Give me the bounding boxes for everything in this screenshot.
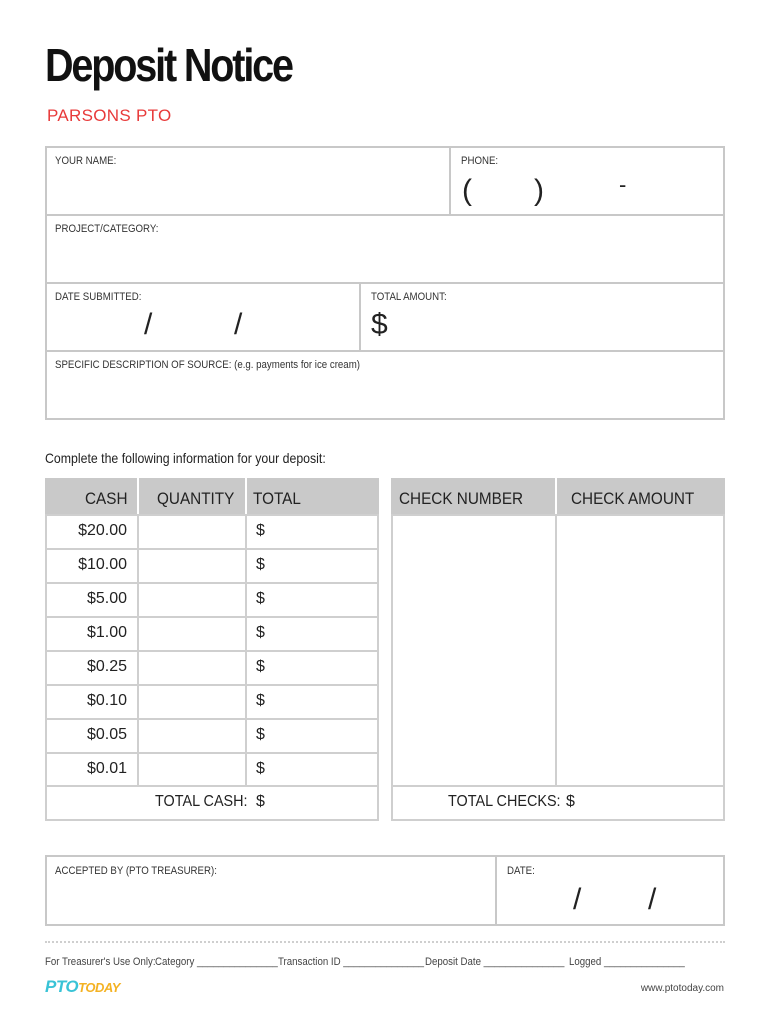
total-cash-dollar: $ bbox=[256, 793, 265, 810]
cash-quantity-cell[interactable] bbox=[137, 718, 247, 754]
phone-field[interactable] bbox=[449, 146, 725, 216]
organization-name: PARSONS PTO bbox=[47, 106, 172, 125]
cash-denomination-cell bbox=[45, 582, 139, 618]
cash-total-cell[interactable] bbox=[245, 718, 379, 754]
phone-dash: - bbox=[619, 172, 627, 197]
divider bbox=[45, 941, 725, 943]
your-name-field[interactable] bbox=[45, 146, 451, 216]
check-amount-header-label: CHECK AMOUNT bbox=[571, 489, 695, 508]
cash-denomination: $5.00 bbox=[86, 590, 127, 607]
cash-denomination: $0.25 bbox=[86, 658, 127, 675]
cash-denomination: $20.00 bbox=[78, 522, 127, 539]
cash-quantity-cell[interactable] bbox=[137, 582, 247, 618]
check-number-header-label: CHECK NUMBER bbox=[399, 489, 524, 508]
total-amount-field[interactable] bbox=[359, 282, 725, 352]
cash-header bbox=[45, 478, 137, 516]
cash-denomination: $10.00 bbox=[78, 556, 127, 573]
cash-denomination-cell bbox=[45, 752, 139, 788]
cash-denomination-cell bbox=[45, 616, 139, 652]
cash-quantity-cell[interactable] bbox=[137, 616, 247, 652]
description-label: SPECIFIC DESCRIPTION OF SOURCE: (e.g. payments for ice cream) bbox=[55, 359, 360, 371]
acceptance-date-field[interactable] bbox=[495, 855, 725, 926]
phone-close-paren: ) bbox=[534, 174, 544, 207]
date-slash-2: / bbox=[234, 308, 243, 341]
cash-quantity-cell[interactable] bbox=[137, 650, 247, 686]
cash-total-cell[interactable] bbox=[245, 684, 379, 720]
cash-total-dollar: $ bbox=[256, 590, 265, 607]
cash-denomination-cell bbox=[45, 718, 139, 754]
logo-part-today: TODAY bbox=[78, 980, 120, 995]
total-checks-dollar: $ bbox=[566, 793, 575, 810]
footer-transaction-id: Transaction ID _______________ bbox=[278, 956, 425, 968]
total-cash-row[interactable] bbox=[45, 785, 379, 821]
check-number-header bbox=[391, 478, 555, 516]
check-amount-column[interactable] bbox=[555, 514, 725, 787]
total-amount-label: TOTAL AMOUNT: bbox=[371, 291, 447, 303]
accepted-by-field[interactable] bbox=[45, 855, 497, 926]
quantity-header bbox=[139, 478, 245, 516]
cash-denomination-cell bbox=[45, 684, 139, 720]
cash-total-dollar: $ bbox=[256, 692, 265, 709]
cash-denomination: $0.10 bbox=[86, 692, 127, 709]
cash-denomination-cell bbox=[45, 650, 139, 686]
page-title: Deposit Notice bbox=[45, 39, 292, 91]
instructions-text: Complete the following information for your deposit: bbox=[45, 450, 326, 466]
your-name-label: YOUR NAME: bbox=[55, 155, 117, 167]
cash-denomination-cell bbox=[45, 548, 139, 584]
cash-total-dollar: $ bbox=[256, 726, 265, 743]
cash-total-dollar: $ bbox=[256, 624, 265, 641]
total-header bbox=[247, 478, 379, 516]
total-amount-dollar: $ bbox=[371, 308, 388, 341]
cash-denomination: $0.05 bbox=[86, 726, 127, 743]
quantity-header-label: QUANTITY bbox=[157, 489, 235, 508]
logo-part-pto: PTO bbox=[45, 977, 79, 996]
cash-denomination: $1.00 bbox=[86, 624, 127, 641]
date-submitted-field[interactable] bbox=[45, 282, 361, 352]
cash-total-cell[interactable] bbox=[245, 548, 379, 584]
cash-total-cell[interactable] bbox=[245, 582, 379, 618]
footer-deposit-date: Deposit Date _______________ bbox=[425, 956, 565, 968]
cash-quantity-cell[interactable] bbox=[137, 548, 247, 584]
project-category-label: PROJECT/CATEGORY: bbox=[55, 223, 159, 235]
footer-category: Category _______________ bbox=[155, 956, 278, 968]
accepted-by-label: ACCEPTED BY (PTO TREASURER): bbox=[55, 865, 217, 877]
total-checks-row[interactable] bbox=[391, 785, 725, 821]
cash-denomination-cell bbox=[45, 514, 139, 550]
website-url: www.ptotoday.com bbox=[640, 983, 724, 994]
cash-total-dollar: $ bbox=[256, 658, 265, 675]
cash-total-cell[interactable] bbox=[245, 514, 379, 550]
phone-label: PHONE: bbox=[461, 155, 499, 167]
cash-total-dollar: $ bbox=[256, 522, 265, 539]
description-field[interactable] bbox=[45, 350, 725, 420]
phone-open-paren: ( bbox=[462, 174, 472, 207]
cash-header-label: CASH bbox=[85, 489, 128, 508]
footer-logged: Logged _______________ bbox=[569, 956, 685, 968]
cash-total-cell[interactable] bbox=[245, 650, 379, 686]
cash-total-cell[interactable] bbox=[245, 616, 379, 652]
acceptance-date-slash-1: / bbox=[573, 883, 582, 916]
cash-total-dollar: $ bbox=[256, 556, 265, 573]
cash-denomination: $0.01 bbox=[86, 760, 127, 777]
check-amount-header bbox=[557, 478, 725, 516]
pto-today-logo bbox=[45, 977, 120, 997]
date-slash-1: / bbox=[144, 308, 153, 341]
project-category-field[interactable] bbox=[45, 214, 725, 284]
cash-quantity-cell[interactable] bbox=[137, 514, 247, 550]
cash-quantity-cell[interactable] bbox=[137, 684, 247, 720]
treasurer-use-label: For Treasurer's Use Only: bbox=[45, 956, 156, 968]
total-checks-label: TOTAL CHECKS: bbox=[448, 793, 561, 810]
date-submitted-label: DATE SUBMITTED: bbox=[55, 291, 142, 303]
cash-quantity-cell[interactable] bbox=[137, 752, 247, 788]
check-number-column[interactable] bbox=[391, 514, 557, 787]
acceptance-date-slash-2: / bbox=[648, 883, 657, 916]
acceptance-date-label: DATE: bbox=[507, 865, 535, 877]
total-header-label: TOTAL bbox=[253, 489, 301, 508]
total-cash-label: TOTAL CASH: bbox=[155, 793, 248, 810]
cash-total-cell[interactable] bbox=[245, 752, 379, 788]
cash-total-dollar: $ bbox=[256, 760, 265, 777]
